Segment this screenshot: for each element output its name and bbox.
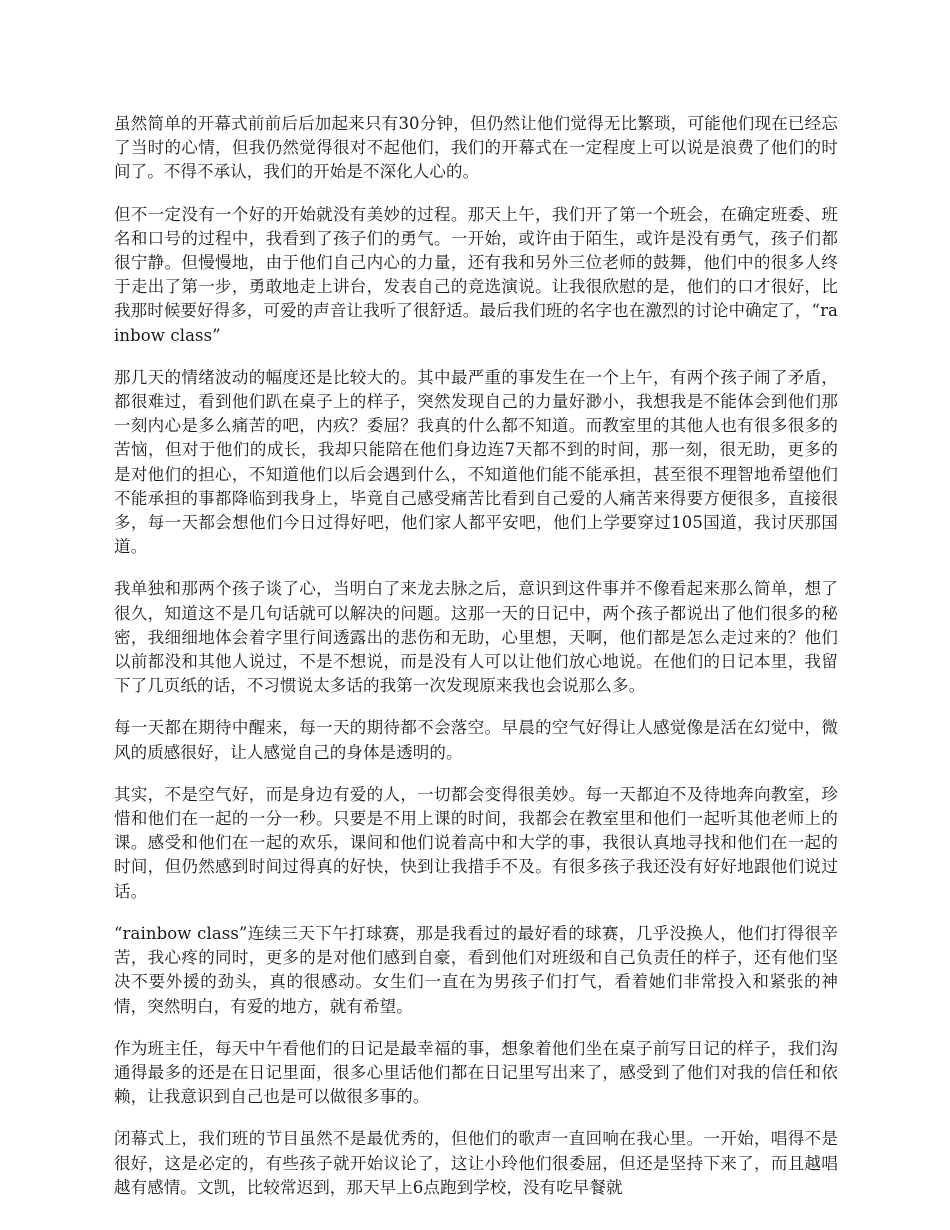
paragraph-7: “rainbow class”连续三天下午打球赛，那是我看过的最好看的球赛，几乎没换人，他们打得很辛苦，我心疼的同时，更多的是对他们感到自豪，看到他们对班级和自己负责任的样子，还有他们坚决不要外援的劲头，真的很感动。女生们一直在为男孩子们打气，看着她们非常投入和紧张的神情，突然明白，有爱的地方，就有希望。 — [114, 923, 838, 1016]
paragraph-2: 但不一定没有一个好的开始就没有美妙的过程。那天上午，我们开了第一个班会，在确定班委、班名和口号的过程中，我看到了孩子们的勇气。一开始，或许由于陌生，或许是没有勇气，孩子们都很宁静。但慢慢地，由于他们自己内心的力量，还有我和另外三位老师的鼓舞，他们中的很多人终于走出了第一步，勇敢地走上讲台，发表自己的竞选演说。让我很欣慰的是，他们的口才很好，比我那时候要好得多，可爱的声音让我听了很舒适。最后我们班的名字也在激烈的讨论中确定了，“rainbow class” — [114, 204, 838, 345]
paragraph-9: 闭幕式上，我们班的节目虽然不是最优秀的，但他们的歌声一直回响在我心里。一开始，唱得不是很好，这是必定的，有些孩子就开始议论了，这让小玲他们很委屈，但还是坚持下来了，而且越唱越有感情。文凯，比较常迟到，那天早上6点跑到学校，没有吃早餐就 — [114, 1129, 838, 1197]
paragraph-4: 我单独和那两个孩子谈了心，当明白了来龙去脉之后，意识到这件事并不像看起来那么简单，想了很久，知道这不是几句话就可以解决的问题。这那一天的日记中，两个孩子都说出了他们很多的秘密，我细细地体会着字里行间透露出的悲伤和无助，心里想，天啊，他们都是怎么走过来的？他们以前都没和其他人说过，不是不想说，而是没有人可以让他们放心地说。在他们的日记本里，我留下了几页纸的话，不习惯说太多话的我第一次发现原来我也会说那么多。 — [114, 579, 838, 696]
paragraph-1: 虽然简单的开幕式前前后后加起来只有30分钟，但仍然让他们觉得无比繁琐，可能他们现在已经忘了当时的心情，但我仍然觉得很对不起他们，我们的开幕式在一定程度上可以说是浪费了他们的时间了。不得不承认，我们的开始是不深化人心的。 — [114, 114, 838, 182]
paragraph-5: 每一天都在期待中醒来，每一天的期待都不会落空。早晨的空气好得让人感觉像是活在幻觉中，微风的质感很好，让人感觉自己的身体是透明的。 — [114, 718, 838, 762]
paragraph-6: 其实，不是空气好，而是身边有爱的人，一切都会变得很美妙。每一天都迫不及待地奔向教室，珍惜和他们在一起的一分一秒。只要是不用上课的时间，我都会在教室里和他们一起听其他老师上的课。感受和他们在一起的欢乐，课间和他们说着高中和大学的事，我很认真地寻找和他们在一起的时间，但仍然感到时间过得真的好快，快到让我措手不及。有很多孩子我还没有好好地跟他们说过话。 — [114, 784, 838, 901]
paragraph-8: 作为班主任，每天中午看他们的日记是最幸福的事，想象着他们坐在桌子前写日记的样子，我们沟通得最多的还是在日记里面，很多心里话他们都在日记里写出来了，感受到了他们对我的信任和依赖，让我意识到自己也是可以做很多事的。 — [114, 1038, 838, 1107]
document-body — [114, 112, 838, 1218]
paragraph-3: 那几天的情绪波动的幅度还是比较大的。其中最严重的事发生在一个上午，有两个孩子闹了矛盾，都很难过，看到他们趴在桌子上的样子，突然发现自己的力量好渺小，我想我是不能体会到他们那一刻内心是多么痛苦的吧，内疚？委屈？我真的什么都不知道。而教室里的其他人也有很多很多的苦恼，但对于他们的成长，我却只能陪在他们身边连7天都不到的时间，那一刻，很无助，更多的是对他们的担心，不知道他们以后会遇到什么，不知道他们能不能承担，甚至很不理智地希望他们不能承担的事都降临到我身上，毕竟自己感受痛苦比看到自己爱的人痛苦来得要方便很多，直接很多，每一天都会想他们今日过得好吧，他们家人都平安吧，他们上学要穿过105国道，我讨厌那国道。 — [114, 367, 838, 557]
